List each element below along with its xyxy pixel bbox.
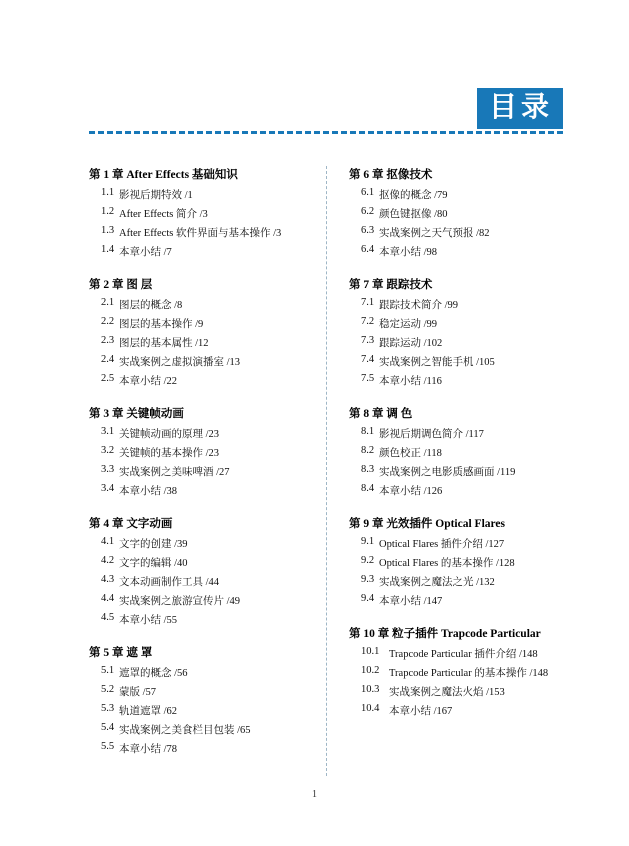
toc-entry-label: 遮罩的概念 /56: [119, 668, 188, 679]
toc-entry-label: After Effects 软件界面与基本操作 /3: [119, 228, 282, 239]
toc-entry[interactable]: [89, 722, 312, 737]
toc-entry-number: 5.4: [101, 722, 115, 733]
chapter-title[interactable]: 第 9 章 光效插件 Optical Flares: [349, 518, 505, 530]
toc-entry-number: 9.4: [361, 593, 375, 604]
toc-entry[interactable]: [349, 244, 563, 259]
toc-entry-label: 蒙版 /57: [119, 687, 157, 698]
toc-entry[interactable]: [89, 297, 312, 312]
toc-entry-number: 10.3: [361, 684, 380, 695]
toc-entry-label: Optical Flares 的基本操作 /128: [379, 558, 515, 569]
toc-entry[interactable]: [349, 187, 563, 202]
toc-entry-number: 1.3: [101, 225, 115, 236]
toc-entry-label: 实战案例之美味啤酒 /27: [119, 467, 230, 478]
toc-entry-number: 1.1: [101, 187, 115, 198]
toc-entry-label: Optical Flares 插件介绍 /127: [379, 539, 505, 550]
toc-chapter: [349, 166, 563, 259]
toc-entry-label: 本章小结 /38: [119, 486, 178, 497]
toc-entry-number: 8.1: [361, 426, 375, 437]
toc-entry[interactable]: [349, 593, 563, 608]
toc-entry-number: 6.2: [361, 206, 375, 217]
toc-entry-label: 抠像的概念 /79: [379, 190, 448, 201]
chapter-title[interactable]: 第 8 章 调 色: [349, 408, 413, 420]
toc-entry-number: 8.4: [361, 483, 375, 494]
toc-entry[interactable]: [89, 483, 312, 498]
toc-entry-number: 5.5: [101, 741, 115, 752]
toc-chapter: [89, 405, 312, 498]
toc-entry[interactable]: [89, 665, 312, 680]
toc-entry[interactable]: [349, 297, 563, 312]
toc-entry[interactable]: [89, 593, 312, 608]
toc-entry[interactable]: [89, 225, 312, 240]
page-number: 1: [312, 789, 317, 800]
toc-chapter: [349, 405, 563, 498]
toc-entry[interactable]: [349, 684, 563, 699]
toc-entry-label: 实战案例之电影质感画面 /119: [379, 467, 516, 478]
toc-entry-number: 2.5: [101, 373, 115, 384]
toc-entry[interactable]: [89, 574, 312, 589]
toc-entry-label: 本章小结 /22: [119, 376, 178, 387]
toc-entry-label: 实战案例之魔法之光 /132: [379, 577, 495, 588]
toc-entry-number: 9.3: [361, 574, 375, 585]
toc-entry[interactable]: [349, 665, 563, 680]
toc-entry[interactable]: [89, 684, 312, 699]
toc-entry-number: 7.1: [361, 297, 375, 308]
toc-entry[interactable]: [89, 373, 312, 388]
toc-entry-number: 10.1: [361, 646, 380, 657]
toc-entry[interactable]: [89, 335, 312, 350]
toc-entry-label: 本章小结 /7: [119, 247, 172, 258]
chapter-title[interactable]: 第 6 章 抠像技术: [349, 169, 433, 181]
toc-entry-number: 4.1: [101, 536, 115, 547]
toc-chapter: [89, 515, 312, 627]
toc-entry[interactable]: [89, 445, 312, 460]
toc-entry-label: 实战案例之美食栏目包装 /65: [119, 725, 251, 736]
toc-entry[interactable]: [349, 335, 563, 350]
toc-entry-number: 2.1: [101, 297, 115, 308]
toc-entry-label: 实战案例之天气预报 /82: [379, 228, 490, 239]
toc-entry-number: 3.3: [101, 464, 115, 475]
toc-entry[interactable]: [349, 483, 563, 498]
toc-entry[interactable]: [349, 445, 563, 460]
toc-entry[interactable]: [349, 555, 563, 570]
toc-entry-number: 1.4: [101, 244, 115, 255]
toc-entry-number: 10.4: [361, 703, 380, 714]
toc-entry-number: 2.3: [101, 335, 115, 346]
toc-entry[interactable]: [89, 555, 312, 570]
toc-entry[interactable]: [349, 703, 563, 718]
chapter-title[interactable]: 第 2 章 图 层: [89, 279, 153, 291]
chapter-title[interactable]: 第 5 章 遮 罩: [89, 647, 153, 659]
toc-entry-label: 实战案例之智能手机 /105: [379, 357, 495, 368]
toc-chapter: [89, 644, 312, 756]
toc-entry-label: 本章小结 /167: [389, 706, 453, 717]
toc-entry-label: After Effects 简介 /3: [119, 209, 208, 220]
toc-entry-number: 6.3: [361, 225, 375, 236]
toc-entry-number: 7.4: [361, 354, 375, 365]
toc-entry-label: 轨道遮罩 /62: [119, 706, 178, 717]
toc-entry-label: 跟踪运动 /102: [379, 338, 443, 349]
toc-entry-label: 稳定运动 /99: [379, 319, 438, 330]
toc-entry-number: 2.4: [101, 354, 115, 365]
toc-chapter: [89, 166, 312, 259]
chapter-title[interactable]: 第 4 章 文字动画: [89, 518, 173, 530]
toc-entry[interactable]: [349, 464, 563, 479]
toc-entry-label: 实战案例之魔法火焰 /153: [389, 687, 505, 698]
toc-entry[interactable]: [349, 646, 563, 661]
toc-chapter: [349, 515, 563, 608]
toc-chapter: [349, 625, 563, 718]
chapter-title[interactable]: 第 7 章 跟踪技术: [349, 279, 433, 291]
toc-entry[interactable]: [89, 354, 312, 369]
toc-entry-label: 图层的基本属性 /12: [119, 338, 209, 349]
toc-entry[interactable]: [89, 741, 312, 756]
toc-column-right: [326, 166, 563, 776]
toc-entry-label: Trapcode Particular 插件介绍 /148: [389, 649, 538, 660]
toc-entry[interactable]: [349, 225, 563, 240]
toc-entry-label: 实战案例之旅游宣传片 /49: [119, 596, 241, 607]
toc-entry-number: 7.2: [361, 316, 375, 327]
toc-entry-number: 5.1: [101, 665, 115, 676]
toc-chapter: [89, 276, 312, 388]
toc-entry-label: 本章小结 /147: [379, 596, 443, 607]
toc-entry-label: 影视后期特效 /1: [119, 190, 193, 201]
toc-entry-label: 颜色校正 /118: [379, 448, 442, 459]
toc-entry-label: 本章小结 /55: [119, 615, 178, 626]
toc-entry-label: 关键帧的基本操作 /23: [119, 448, 220, 459]
toc-entry-number: 9.1: [361, 536, 375, 547]
toc-entry-label: 本章小结 /78: [119, 744, 178, 755]
toc-entry-label: 本章小结 /126: [379, 486, 443, 497]
toc-entry-number: 3.1: [101, 426, 115, 437]
toc-entry-label: 图层的基本操作 /9: [119, 319, 204, 330]
toc-entry-number: 1.2: [101, 206, 115, 217]
toc-entry[interactable]: [89, 536, 312, 551]
toc-entry-label: 图层的概念 /8: [119, 300, 183, 311]
toc-entry-label: 文字的编辑 /40: [119, 558, 188, 569]
chapter-title[interactable]: 第 3 章 关键帧动画: [89, 408, 184, 420]
toc-entry[interactable]: [349, 373, 563, 388]
toc-entry-number: 10.2: [361, 665, 380, 676]
title-divider: [89, 131, 563, 134]
toc-chapter: [349, 276, 563, 388]
toc-entry-label: 颜色键抠像 /80: [379, 209, 448, 220]
toc-entry[interactable]: [349, 354, 563, 369]
toc-entry-number: 5.2: [101, 684, 115, 695]
toc-entry-number: 6.1: [361, 187, 375, 198]
toc-entry-number: 4.4: [101, 593, 115, 604]
toc-entry-number: 4.3: [101, 574, 115, 585]
toc-entry[interactable]: [89, 206, 312, 221]
toc-entry-label: 本章小结 /98: [379, 247, 438, 258]
toc-entry[interactable]: [89, 244, 312, 259]
toc-entry[interactable]: [89, 703, 312, 718]
toc-entry-number: 7.5: [361, 373, 375, 384]
toc-entry-label: 实战案例之虚拟演播室 /13: [119, 357, 241, 368]
toc-entry[interactable]: [89, 464, 312, 479]
toc-entry-label: 文本动画制作工具 /44: [119, 577, 220, 588]
toc-entry[interactable]: [349, 426, 563, 441]
toc-entry[interactable]: [89, 316, 312, 331]
page-title: 目录: [477, 88, 563, 129]
toc-entry-number: 9.2: [361, 555, 375, 566]
toc-entry-number: 3.2: [101, 445, 115, 456]
toc-entry-label: 影视后期调色简介 /117: [379, 429, 484, 440]
chapter-title[interactable]: 第 10 章 粒子插件 Trapcode Particular: [349, 628, 541, 640]
toc-column-left: [89, 166, 326, 776]
toc-entry[interactable]: [89, 426, 312, 441]
toc-entry-number: 8.3: [361, 464, 375, 475]
chapter-title[interactable]: 第 1 章 After Effects 基础知识: [89, 169, 238, 181]
toc-entry[interactable]: [349, 316, 563, 331]
toc-entry[interactable]: [349, 206, 563, 221]
toc-entry-number: 5.3: [101, 703, 115, 714]
toc-entry-label: 关键帧动画的原理 /23: [119, 429, 220, 440]
toc-entry-label: 跟踪技术简介 /99: [379, 300, 459, 311]
toc-entry-number: 6.4: [361, 244, 375, 255]
toc-entry[interactable]: [349, 574, 563, 589]
toc-entry-number: 8.2: [361, 445, 375, 456]
toc-entry-number: 4.2: [101, 555, 115, 566]
toc-entry-number: 2.2: [101, 316, 115, 327]
toc-entry-label: 本章小结 /116: [379, 376, 442, 387]
toc-entry[interactable]: [89, 187, 312, 202]
toc-entry-number: 3.4: [101, 483, 115, 494]
toc-columns: [89, 166, 563, 776]
toc-entry-number: 4.5: [101, 612, 115, 623]
toc-entry[interactable]: [89, 612, 312, 627]
toc-entry-number: 7.3: [361, 335, 375, 346]
toc-entry-label: 文字的创建 /39: [119, 539, 188, 550]
toc-entry-label: Trapcode Particular 的基本操作 /148: [389, 668, 549, 679]
toc-entry[interactable]: [349, 536, 563, 551]
